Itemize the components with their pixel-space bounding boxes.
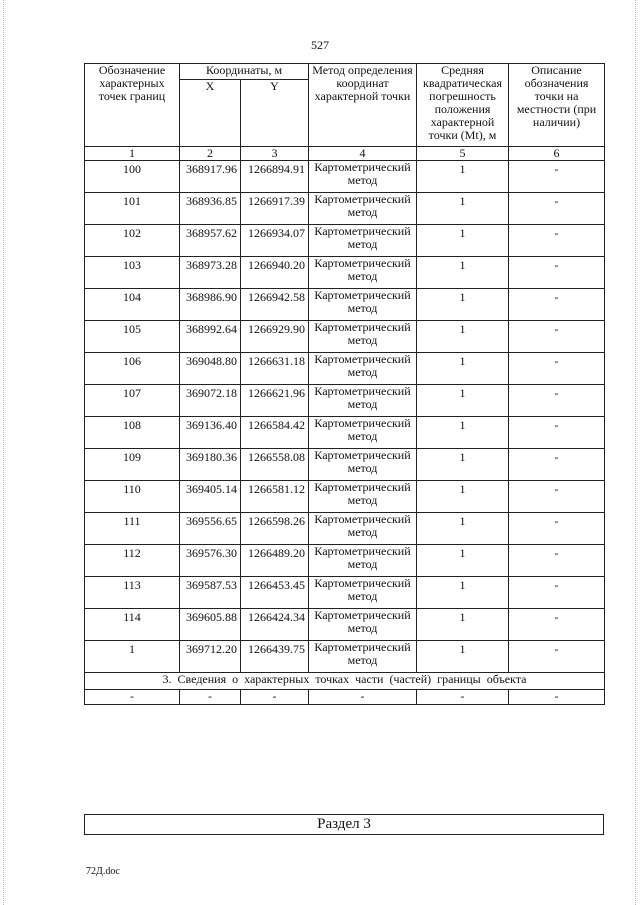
cell-method: Картометрический метод (309, 257, 417, 289)
header-y: Y (241, 80, 309, 147)
section-3-empty-row (85, 690, 605, 705)
cell-desc: - (509, 481, 605, 513)
cell-point: 112 (85, 545, 180, 577)
column-number: 4 (309, 147, 417, 161)
cell-x: 369556.65 (180, 513, 241, 545)
cell-point: 107 (85, 385, 180, 417)
column-number: 3 (241, 147, 309, 161)
header-point: Обозначение характерных точек границ (85, 64, 180, 147)
cell-method: Картометрический метод (309, 321, 417, 353)
cell-desc: - (509, 385, 605, 417)
cell-x: 369587.53 (180, 577, 241, 609)
cell-error: 1 (417, 385, 509, 417)
cell-method: Картометрический метод (309, 577, 417, 609)
cell-desc: - (509, 417, 605, 449)
cell-point: 111 (85, 513, 180, 545)
cell-error: 1 (417, 641, 509, 673)
table-row (85, 257, 605, 289)
cell-x: 368992.64 (180, 321, 241, 353)
cell-desc: - (509, 577, 605, 609)
cell-x: 368973.28 (180, 257, 241, 289)
cell-x: 369712.20 (180, 641, 241, 673)
cell-desc: - (509, 449, 605, 481)
cell-desc: - (509, 609, 605, 641)
column-number: 5 (417, 147, 509, 161)
cell-error: 1 (417, 417, 509, 449)
cell-error: 1 (417, 513, 509, 545)
cell-y: 1266940.20 (241, 257, 309, 289)
cell-desc: - (509, 545, 605, 577)
cell-y: 1266917.39 (241, 193, 309, 225)
cell-error: 1 (417, 545, 509, 577)
cell-y: 1266489.20 (241, 545, 309, 577)
table-row (85, 225, 605, 257)
cell-error: 1 (417, 449, 509, 481)
cell-method: Картометрический метод (309, 609, 417, 641)
cell-method: Картометрический метод (309, 385, 417, 417)
cell-y: 1266558.08 (241, 449, 309, 481)
table-row (85, 609, 605, 641)
page-number: 527 (311, 38, 329, 52)
empty-cell: - (180, 690, 241, 705)
table-row (85, 289, 605, 321)
cell-x: 368936.85 (180, 193, 241, 225)
cell-desc: - (509, 321, 605, 353)
cell-point: 108 (85, 417, 180, 449)
cell-x: 369180.36 (180, 449, 241, 481)
cell-desc: - (509, 641, 605, 673)
empty-cell: - (417, 690, 509, 705)
cell-y: 1266621.96 (241, 385, 309, 417)
cell-y: 1266581.12 (241, 481, 309, 513)
cell-x: 369048.80 (180, 353, 241, 385)
cell-desc: - (509, 257, 605, 289)
table-row (85, 353, 605, 385)
table-row (85, 545, 605, 577)
empty-cell: - (85, 690, 180, 705)
table-row (85, 641, 605, 673)
cell-x: 368986.90 (180, 289, 241, 321)
cell-x: 368957.62 (180, 225, 241, 257)
cell-point: 1 (85, 641, 180, 673)
cell-point: 105 (85, 321, 180, 353)
column-number: 6 (509, 147, 605, 161)
cell-desc: - (509, 353, 605, 385)
cell-point: 114 (85, 609, 180, 641)
cell-point: 109 (85, 449, 180, 481)
cell-desc: - (509, 225, 605, 257)
header-method: Метод определения координат характерной точки (309, 64, 417, 147)
cell-method: Картометрический метод (309, 449, 417, 481)
cell-error: 1 (417, 321, 509, 353)
column-number: 2 (180, 147, 241, 161)
cell-error: 1 (417, 577, 509, 609)
cell-error: 1 (417, 225, 509, 257)
cell-y: 1266631.18 (241, 353, 309, 385)
cell-y: 1266439.75 (241, 641, 309, 673)
empty-cell: - (509, 690, 605, 705)
header-error: Средняя квадратическая погрешность положения характерной точки (Mt), м (417, 64, 509, 147)
cell-method: Картометрический метод (309, 481, 417, 513)
cell-x: 369576.30 (180, 545, 241, 577)
cell-desc: - (509, 289, 605, 321)
cell-point: 103 (85, 257, 180, 289)
cell-error: 1 (417, 609, 509, 641)
cell-desc: - (509, 193, 605, 225)
cell-error: 1 (417, 257, 509, 289)
cell-y: 1266598.26 (241, 513, 309, 545)
cell-error: 1 (417, 161, 509, 193)
cell-point: 101 (85, 193, 180, 225)
left-binding-edge (3, 0, 5, 905)
cell-y: 1266584.42 (241, 417, 309, 449)
section-header: Раздел 3 (84, 814, 604, 835)
table-row (85, 193, 605, 225)
cell-point: 113 (85, 577, 180, 609)
cell-x: 369136.40 (180, 417, 241, 449)
cell-y: 1266929.90 (241, 321, 309, 353)
cell-method: Картометрический метод (309, 289, 417, 321)
header-coordinates: Координаты, м (180, 64, 309, 80)
section-3-row (85, 673, 605, 690)
column-number: 1 (85, 147, 180, 161)
cell-method: Картометрический метод (309, 225, 417, 257)
table-row (85, 385, 605, 417)
table-row (85, 321, 605, 353)
cell-point: 110 (85, 481, 180, 513)
cell-method: Картометрический метод (309, 641, 417, 673)
cell-method: Картометрический метод (309, 545, 417, 577)
table-row (85, 513, 605, 545)
cell-point: 100 (85, 161, 180, 193)
cell-y: 1266934.07 (241, 225, 309, 257)
table-row (85, 449, 605, 481)
cell-method: Картометрический метод (309, 161, 417, 193)
right-binding-edge (635, 0, 637, 905)
table-row (85, 481, 605, 513)
cell-error: 1 (417, 481, 509, 513)
cell-x: 369072.18 (180, 385, 241, 417)
cell-x: 368917.96 (180, 161, 241, 193)
cell-error: 1 (417, 289, 509, 321)
table-row (85, 577, 605, 609)
cell-method: Картометрический метод (309, 353, 417, 385)
cell-desc: - (509, 513, 605, 545)
cell-x: 369405.14 (180, 481, 241, 513)
cell-method: Картометрический метод (309, 417, 417, 449)
cell-error: 1 (417, 193, 509, 225)
table-row (85, 161, 605, 193)
header-x: X (180, 80, 241, 147)
column-number-row (85, 147, 605, 161)
cell-y: 1266942.58 (241, 289, 309, 321)
cell-x: 369605.88 (180, 609, 241, 641)
cell-y: 1266453.45 (241, 577, 309, 609)
cell-point: 102 (85, 225, 180, 257)
cell-y: 1266894.91 (241, 161, 309, 193)
coordinates-table (84, 63, 605, 705)
cell-desc: - (509, 161, 605, 193)
table-row (85, 417, 605, 449)
empty-cell: - (241, 690, 309, 705)
cell-point: 106 (85, 353, 180, 385)
cell-method: Картометрический метод (309, 193, 417, 225)
section-3-title: 3. Сведения о характерных точках части (частей) границы объекта (85, 673, 605, 690)
cell-error: 1 (417, 353, 509, 385)
header-description: Описание обозначения точки на местности (при наличии) (509, 64, 605, 147)
cell-point: 104 (85, 289, 180, 321)
cell-method: Картометрический метод (309, 513, 417, 545)
footer-filename: 72Д.doc (86, 866, 120, 877)
empty-cell: - (309, 690, 417, 705)
cell-y: 1266424.34 (241, 609, 309, 641)
